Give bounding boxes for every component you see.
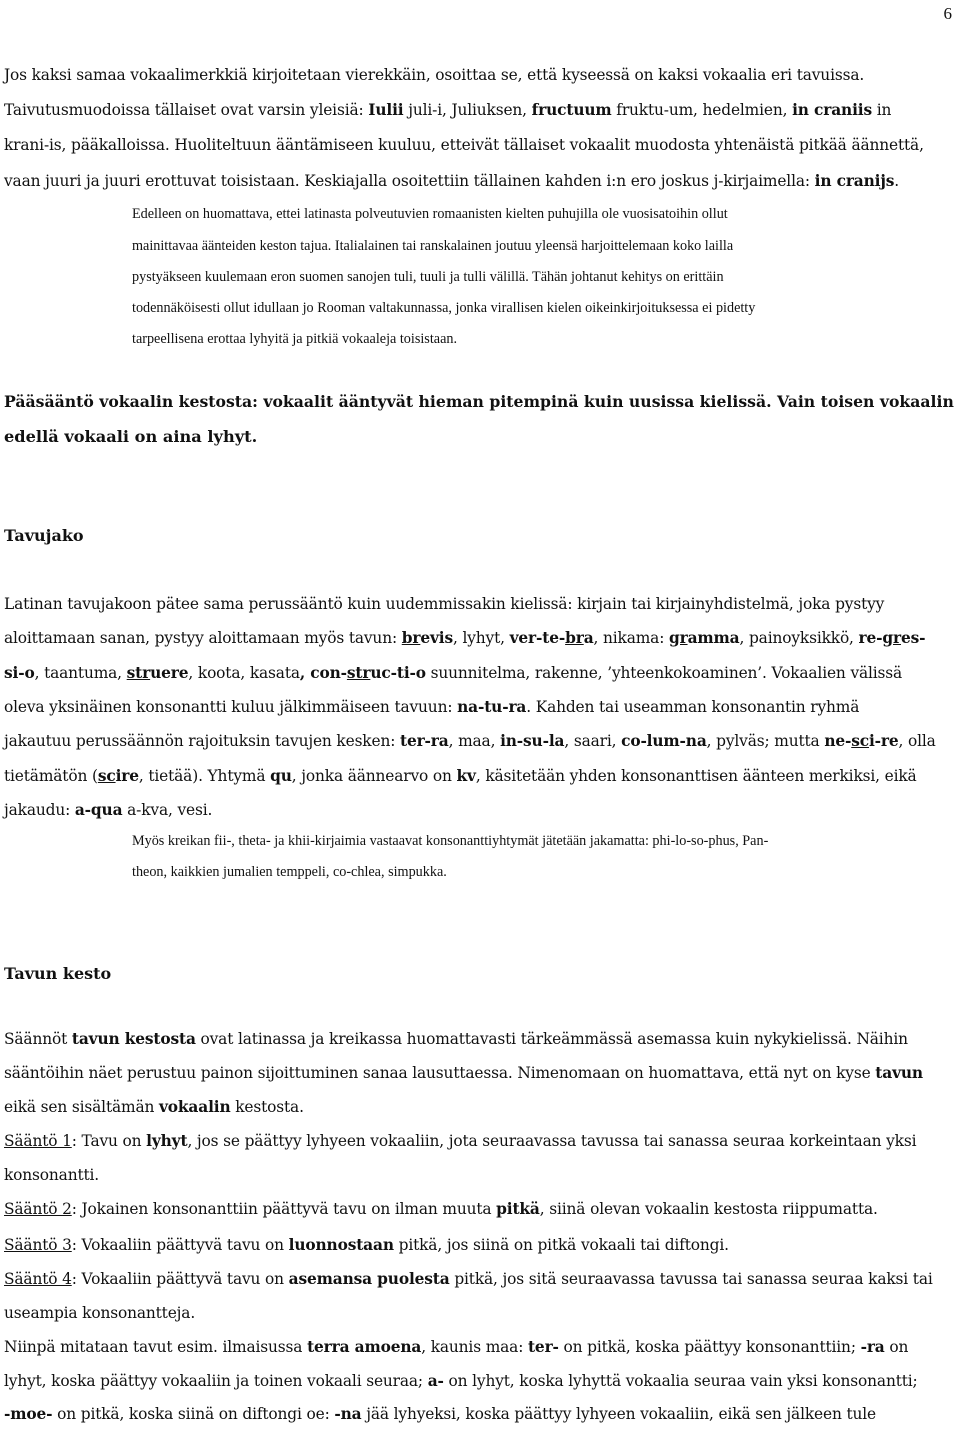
latin-term: ter-ra [400,732,449,750]
text: aloittamaan sanan, pystyy aloittamaan myös tavun: [4,629,402,647]
latin-term: si-o [4,664,35,682]
text: , jos se päättyy lyhyeen vokaaliin, jota seuraavassa tavussa tai sanassa seuraa korkeintaan yksi [187,1132,917,1150]
note-line: theon, kaikkien jumalien temppeli, co-chlea, simpukka. [132,864,447,880]
text: , saari, [564,732,622,750]
text: krani-is, pääkalloissa. Huoliteltuun ääntämiseen kuuluu, etteivät tällaiset vokaalit muodosta yhtenäistä pitkää äännettä, [4,136,924,154]
text: jakautuu perussäännön rajoituksin tavujen kesken: [4,732,400,750]
tavujako-line [4,698,859,716]
note-line: Myös kreikan fii-, theta- ja khii-kirjaimia vastaavat konsonanttiyhtymät jätetään jakamatta: phi-lo-so-phus, Pan- [132,833,769,849]
main-rule-line: edellä vokaali on aina lyhyt. [4,427,258,446]
text: , maa, [448,732,501,750]
intro-line [4,66,864,84]
latin-term: re- [858,629,883,647]
rule-1-cont [4,1166,99,1184]
rule-3 [4,1236,729,1254]
latin-term: str [126,664,151,682]
text: : Tavu on [71,1132,147,1150]
latin-term: amma [687,629,740,647]
text: tietämätön ( [4,767,98,785]
note-line: pystyäkseen kuulemaan eron suomen sanojen tuli, tuuli ja tulli välillä. Tähän johtanut kehitys on erittäin [132,269,724,285]
text: konsonantti. [4,1166,100,1184]
text: lyhyt, koska päättyy vokaaliin ja toinen vokaali seuraa; [4,1372,428,1390]
latin-term: in cranijs [814,172,895,190]
text: a-kva, vesi. [122,801,213,819]
emphasis: luonnostaan [288,1236,394,1254]
intro-line [4,101,891,119]
latin-term: -moe- [4,1405,53,1423]
latin-term: br [565,629,584,647]
text: , kaunis maa: [421,1338,528,1356]
text: on pitkä, koska siinä on diftongi oe: [52,1405,335,1423]
text: Jos kaksi samaa vokaalimerkkiä kirjoitetaan vierekkäin, osoittaa se, että kyseessä on kaksi vokaalia eri tavuissa. [4,66,865,84]
text: , pylväs; mutta [706,732,825,750]
latin-term: sc [97,767,116,785]
text: , lyhyt, [452,629,510,647]
text: , käsitetään yhden konsonanttisen äänteen merkiksi, eikä [475,767,917,785]
text: pitkä, jos siinä on pitkä vokaali tai diftongi. [393,1236,729,1254]
latin-term: evis [420,629,453,647]
latin-term: ne- [824,732,852,750]
latin-term: uc-ti-o [370,664,426,682]
text: useampia konsonantteja. [4,1304,196,1322]
example-line [4,1372,918,1390]
emphasis: vokaalin [159,1098,231,1116]
emphasis: tavun kestosta [71,1030,196,1048]
latin-term: es- [900,629,926,647]
rule-4-cont [4,1304,195,1322]
text: , taantuma, [34,664,127,682]
text: oleva yksinäinen konsonantti kuluu jälkimmäiseen tavuun: [4,698,458,716]
tavujako-line [4,595,884,613]
note-line: Edelleen on huomattava, ettei latinasta polveutuvien romaanisten kielten puhujilla ole vuosisatoihin ollut [132,206,728,222]
latin-term: Iulii [368,101,404,119]
text: , siinä olevan vokaalin kestosta riippumatta. [539,1200,878,1218]
kesto-line [4,1030,908,1048]
rule-label: Sääntö 2 [4,1200,72,1218]
text: sääntöihin näet perustuu painon sijoittuminen sanaa lausuttaessa. Nimenomaan on huomattava, että nyt on kyse [4,1064,876,1082]
intro-line [4,136,924,154]
latin-term: in craniis [792,101,872,119]
emphasis: pitkä [496,1200,540,1218]
section-heading-tavujako: Tavujako [4,526,84,545]
text: on pitkä, koska päättyy konsonanttiin; [558,1338,861,1356]
tavujako-line [4,664,902,682]
rule-label: Sääntö 3 [4,1236,72,1254]
tavujako-line [4,801,212,819]
text: , nikama: [593,629,669,647]
latin-term: ire [115,767,139,785]
latin-term: in-su-la [500,732,565,750]
example-line [4,1405,876,1423]
latin-term: br [401,629,421,647]
text: , tietää). Yhtymä [138,767,271,785]
latin-term: str [346,664,371,682]
tavujako-line [4,767,917,785]
latin-term: ter- [527,1338,559,1356]
text: : Vokaaliin päättyvä tavu on [71,1236,289,1254]
text: : Jokainen konsonanttiin päättyvä tavu on ilman muuta [71,1200,497,1218]
text: kestosta. [230,1098,304,1116]
rule-label: Sääntö 4 [4,1270,72,1288]
note-line: todennäköisesti ollut idullaan jo Rooman valtakunnassa, jonka virallisen kielen oikeinkirjoituksessa ei pidetty [132,300,756,316]
latin-term: co-lum-na [621,732,707,750]
text: juli-i, Juliuksen, [403,101,532,119]
latin-term: kv [456,767,476,785]
latin-term: gr [668,629,688,647]
text: Säännöt [4,1030,72,1048]
text: , koota, kasata [188,664,300,682]
text: vaan juuri ja juuri erottuvat toisistaan. Keskiajalla osoitettiin tällainen kahden i:n ero joskus j-kirjaimella: [4,172,815,190]
text: pitkä, jos sitä seuraavassa tavussa tai sanassa seuraa kaksi tai [449,1270,933,1288]
latin-term: ver-te- [509,629,566,647]
rule-4 [4,1270,933,1288]
latin-term: fructuum [531,101,612,119]
emphasis: tavun [875,1064,923,1082]
text: Latinan tavujakoon pätee sama perussääntö kuin uudemmissakin kielissä: kirjain tai kirjainyhdistelmä, joka pystyy [4,595,885,613]
text: suunnitelma, rakenne, ’yhteenkokoaminen’. Vokaalien välissä [425,664,903,682]
text: , painoyksikkö, [739,629,859,647]
latin-term: sc [851,732,869,750]
latin-term: a- [427,1372,444,1390]
emphasis: lyhyt [146,1132,188,1150]
text: jää lyhyeksi, koska päättyy lyhyeen vokaaliin, eikä sen jälkeen tule [361,1405,876,1423]
text: fruktu-um, hedelmien, [611,101,793,119]
latin-term: terra amoena [307,1338,422,1356]
latin-term: na-tu-ra [457,698,527,716]
text: : Vokaaliin päättyvä tavu on [71,1270,289,1288]
tavujako-line [4,732,936,750]
rule-1 [4,1132,916,1150]
note-line: mainittavaa äänteiden keston tajua. Italialainen tai ranskalainen joutuu yleensä harjoittelemaan koko lailla [132,238,734,254]
kesto-line [4,1064,923,1082]
emphasis: asemansa puolesta [288,1270,450,1288]
rule-label: Sääntö 1 [4,1132,72,1150]
text: Taivutusmuodoissa tällaiset ovat varsin yleisiä: [4,101,369,119]
latin-term: i-re [868,732,899,750]
text: . [894,172,900,190]
text: eikä sen sisältämän [4,1098,159,1116]
latin-term: uere [150,664,189,682]
page-number: 6 [943,4,952,23]
rule-2 [4,1200,878,1218]
text: . Kahden tai useamman konsonantin ryhmä [526,698,860,716]
latin-term: gr [882,629,901,647]
latin-term: , con- [299,664,347,682]
latin-term: qu [270,767,292,785]
main-rule-line: Pääsääntö vokaalin kestosta: vokaalit ääntyvät hieman pitempinä kuin uusissa kielissä. Vain toisen vokaalin [4,392,954,411]
latin-term: a-qua [74,801,123,819]
section-heading-tavun-kesto: Tavun kesto [4,964,112,983]
text: ovat latinassa ja kreikassa huomattavasti tärkeämmässä asemassa kuin nykykielissä. Näihin [195,1030,908,1048]
note-line: tarpeellisena erottaa lyhyitä ja pitkiä vokaaleja toisistaan. [132,331,458,347]
text: on lyhyt, koska lyhyttä vokaalia seuraa vain yksi konsonantti; [443,1372,918,1390]
tavujako-line [4,629,925,647]
intro-line [4,172,899,190]
kesto-line [4,1098,304,1116]
text: Niinpä mitataan tavut esim. ilmaisussa [4,1338,308,1356]
latin-term: -na [334,1405,362,1423]
text: on [884,1338,909,1356]
text: , jonka äännearvo on [291,767,457,785]
text: in [872,101,892,119]
example-line [4,1338,908,1356]
latin-term: a [583,629,594,647]
latin-term: -ra [860,1338,885,1356]
text: jakaudu: [4,801,75,819]
text: , olla [898,732,936,750]
